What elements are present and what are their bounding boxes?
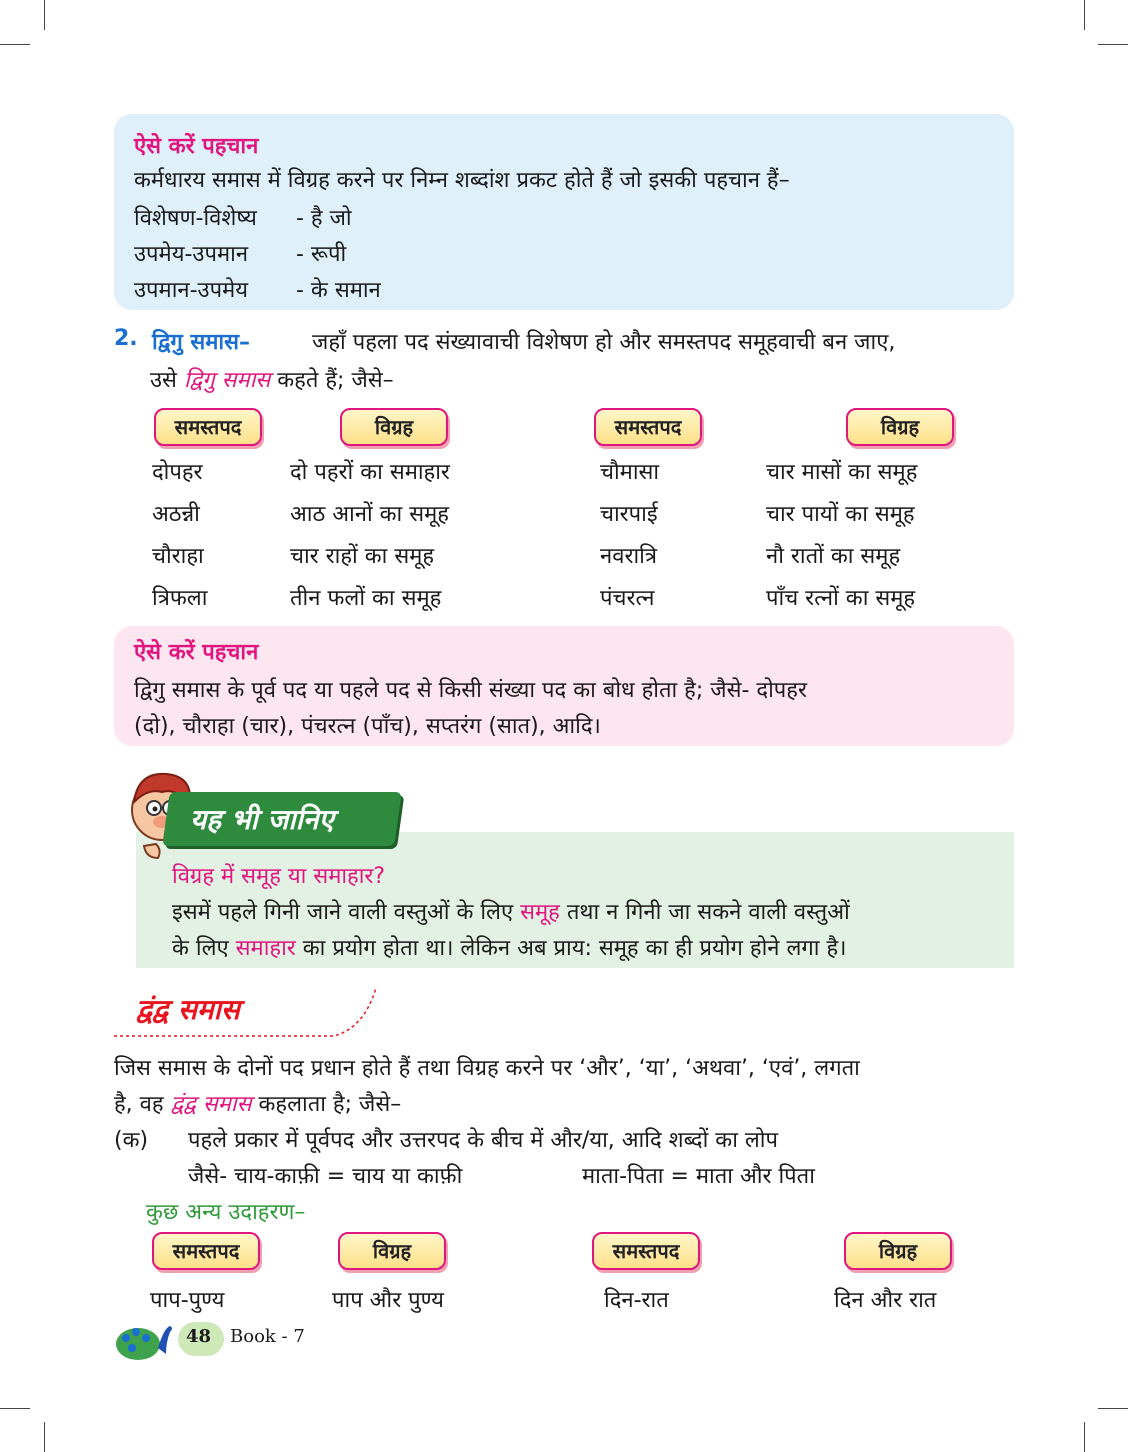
- table-cell: पाप-पुण्य: [150, 1288, 225, 1313]
- column-header: विग्रह: [338, 1232, 446, 1270]
- example-text: जैसे- चाय-काफ़ी = चाय या काफ़ी: [188, 1164, 463, 1189]
- crop-mark: [1084, 0, 1085, 30]
- know-title: विग्रह में समूह या समाहार?: [172, 864, 386, 889]
- page-number: 48: [186, 1326, 212, 1347]
- text-span: इसमें पहले गिनी जाने वाली वस्तुओं के लिए: [172, 900, 514, 925]
- section-number: 2.: [114, 326, 138, 351]
- column-header: समस्तपद: [154, 408, 262, 446]
- box-title: ऐसे करें पहचान: [134, 134, 259, 159]
- pair-right: - रूपी: [296, 242, 347, 267]
- box-text: (दो), चौराहा (चार), पंचरत्न (पाँच), सप्तरंग (सात), आदि।: [134, 714, 601, 739]
- pair-right: - के समान: [296, 278, 381, 303]
- box-text: कर्मधारय समास में विग्रह करने पर निम्न शब्दांश प्रकट होते हैं जो इसकी पहचान हैं–: [134, 168, 790, 193]
- table-cell: दो पहरों का समाहार: [290, 460, 450, 485]
- definition-text: [150, 364, 394, 394]
- table-cell: नवरात्रि: [600, 544, 657, 569]
- definition-text: जहाँ पहला पद संख्यावाची विशेषण हो और समस्तपद समूहवाची बन जाए,: [312, 330, 896, 355]
- pair-left: विशेषण-विशेष्य: [134, 206, 257, 231]
- column-header: समस्तपद: [152, 1232, 260, 1270]
- text-span: कहलाता है; जैसे–: [258, 1092, 402, 1117]
- table-cell: दोपहर: [152, 460, 203, 485]
- table-cell: चौराहा: [152, 544, 204, 569]
- column-header: समस्तपद: [594, 408, 702, 446]
- column-header: समस्तपद: [592, 1232, 700, 1270]
- highlight-term: समाहार: [235, 936, 296, 961]
- identification-box-karmadharaya: [114, 114, 1014, 310]
- column-header: विग्रह: [340, 408, 448, 446]
- table-cell: दिन-रात: [604, 1288, 669, 1313]
- table-cell: तीन फलों का समूह: [290, 586, 442, 611]
- table-cell: पंचरत्न: [600, 586, 655, 611]
- know-text: [172, 896, 850, 926]
- text-span: है, वह: [114, 1092, 164, 1117]
- heading-underline-decoration: [114, 984, 384, 1040]
- know-text: [172, 932, 847, 962]
- crop-mark: [0, 1408, 30, 1409]
- table-cell: चारपाई: [600, 502, 658, 527]
- peacock-icon: [114, 1318, 184, 1364]
- pair-right: - है जो: [296, 206, 352, 231]
- highlight-term: द्वंद्व समास: [170, 1092, 252, 1117]
- highlight-term: द्विगु समास: [183, 368, 271, 393]
- text-span: तथा न गिनी जा सकने वाली वस्तुओं: [566, 900, 850, 925]
- box-title: ऐसे करें पहचान: [134, 640, 259, 665]
- text-span: का प्रयोग होता था। लेकिन अब प्राय: समूह का ही प्रयोग होने लगा है।: [302, 936, 847, 961]
- text-span: कहते हैं; जैसे–: [277, 368, 394, 393]
- table-cell: त्रिफला: [152, 586, 208, 611]
- section-heading-dvigu: द्विगु समास–: [152, 330, 250, 355]
- pair-left: उपमान-उपमेय: [134, 278, 249, 303]
- text-span: के लिए: [172, 936, 229, 961]
- crop-mark: [1084, 1422, 1085, 1452]
- table-cell: चार पायों का समूह: [766, 502, 915, 527]
- table-cell: चार मासों का समूह: [766, 460, 918, 485]
- crop-mark: [1098, 1408, 1128, 1409]
- table-cell: आठ आनों का समूह: [290, 502, 449, 527]
- column-header: विग्रह: [844, 1232, 952, 1270]
- section-heading-dvandva: द्वंद्व समास: [136, 993, 240, 1026]
- column-header: विग्रह: [846, 408, 954, 446]
- highlight-term: समूह: [520, 900, 560, 925]
- definition-text: जिस समास के दोनों पद प्रधान होते हैं तथा विग्रह करने पर ‘और’, ‘या’, ‘अथवा’, ‘एवं’, लगता: [114, 1056, 860, 1081]
- table-cell: पाँच रत्नों का समूह: [766, 586, 916, 611]
- table-cell: चार राहों का समूह: [290, 544, 435, 569]
- crop-mark: [1098, 44, 1128, 45]
- box-text: द्विगु समास के पूर्व पद या पहले पद से किसी संख्या पद का बोध होता है; जैसे- दोपहर: [134, 678, 807, 703]
- crop-mark: [0, 44, 30, 45]
- list-label: (क): [114, 1128, 149, 1153]
- table-cell: चौमासा: [600, 460, 660, 485]
- table-cell: पाप और पुण्य: [332, 1288, 444, 1313]
- banner-title: यह भी जानिए: [190, 803, 334, 836]
- text-span: उसे: [150, 368, 177, 393]
- list-text: पहले प्रकार में पूर्वपद और उत्तरपद के बीच में और/या, आदि शब्दों का लोप: [188, 1128, 779, 1153]
- table-cell: अठन्नी: [152, 502, 200, 527]
- more-examples-label: कुछ अन्य उदाहरण–: [146, 1200, 306, 1225]
- example-text: माता-पिता = माता और पिता: [582, 1164, 815, 1189]
- crop-mark: [44, 1422, 45, 1452]
- pair-left: उपमेय-उपमान: [134, 242, 249, 267]
- book-label: Book - 7: [230, 1326, 305, 1347]
- table-cell: नौ रातों का समूह: [766, 544, 901, 569]
- definition-text: [114, 1088, 401, 1118]
- identification-box-dvigu: [114, 626, 1014, 746]
- crop-mark: [44, 0, 45, 30]
- table-cell: दिन और रात: [834, 1288, 937, 1313]
